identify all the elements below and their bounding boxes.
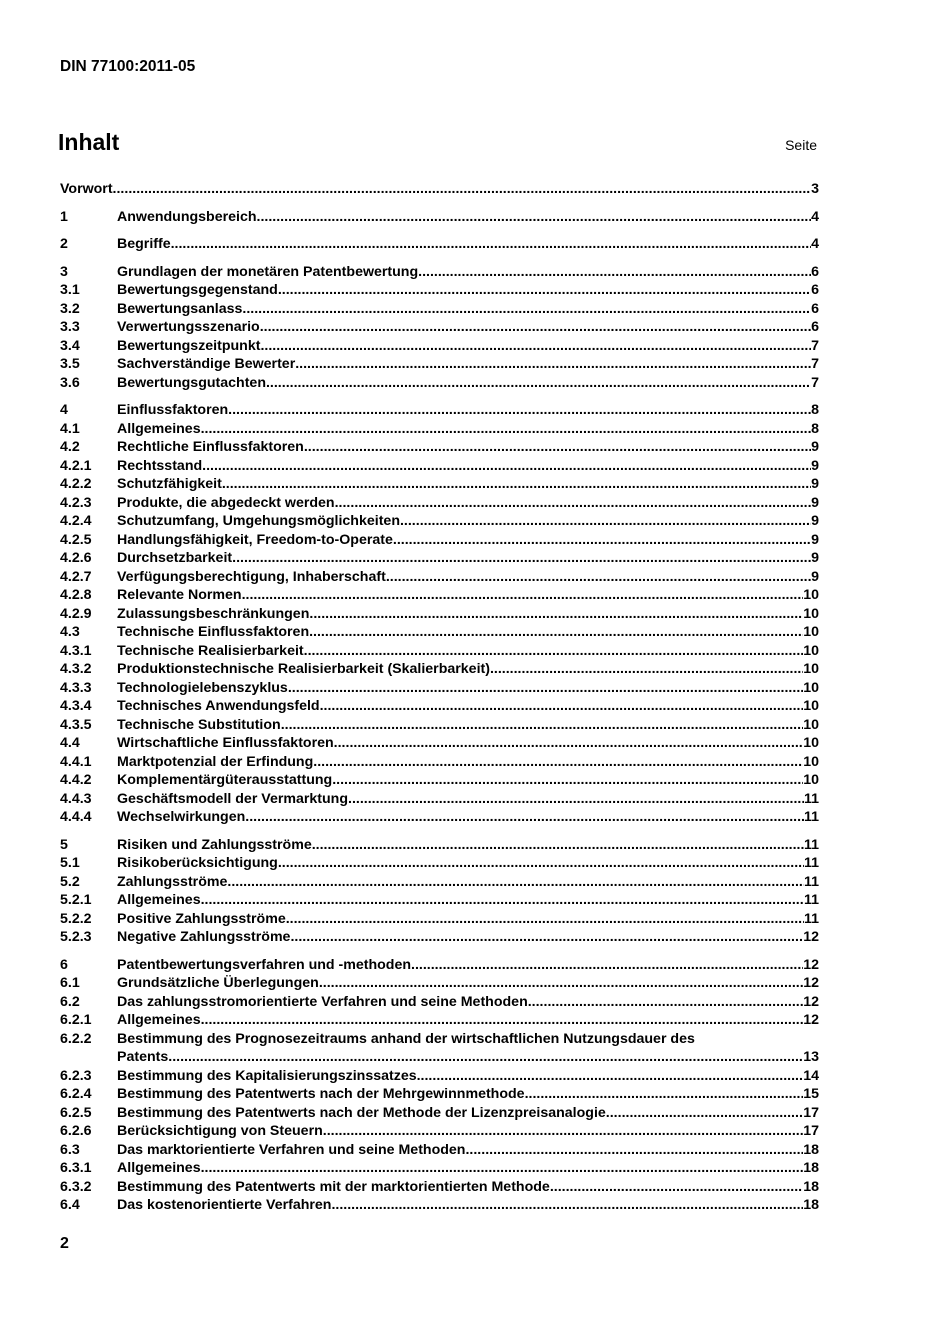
toc-entry-page: 10 (803, 735, 819, 751)
toc-entry-title: Technische Einflussfaktoren (117, 624, 310, 640)
toc-entry-page: 7 (811, 374, 819, 391)
toc-entry-number: 4.2.3 (60, 494, 92, 511)
toc-entry-number: 5.2.3 (60, 929, 92, 945)
toc-entry-page: 18 (803, 1160, 819, 1176)
toc-entry-title: Bestimmung des Patentwerts nach der Mehrgewinnmethode (117, 1086, 525, 1102)
toc-entry-number: 4.3.4 (60, 698, 92, 714)
toc-entry-number: 3.2 (60, 300, 80, 317)
toc-entry-page: 10 (803, 679, 819, 696)
table-of-contents (60, 180, 819, 1215)
toc-entry-page: 9 (811, 568, 819, 585)
toc-entry-title: Allgemeines (117, 1160, 201, 1176)
toc-entry[interactable] (60, 263, 819, 282)
toc-entry-page: 11 (804, 855, 819, 871)
toc-entry[interactable] (60, 642, 819, 661)
toc-entry[interactable] (60, 910, 819, 929)
toc-leader-dots (290, 928, 803, 947)
toc-leader-dots (418, 263, 811, 282)
toc-entry-title: Technologielebenszyklus (117, 679, 288, 696)
toc-entry-page: 9 (811, 531, 819, 548)
toc-leader-dots (260, 318, 811, 337)
toc-entry-title: Das zahlungsstromorientierte Verfahren und seine Methoden (117, 993, 528, 1010)
toc-entry-title: Rechtliche Einflussfaktoren (117, 439, 304, 455)
toc-leader-dots (242, 300, 811, 319)
toc-entry-page: 11 (804, 790, 819, 807)
toc-entry-page: 10 (803, 716, 819, 733)
toc-entry-title: Allgemeines (117, 1012, 201, 1028)
toc-entry-title: Wechselwirkungen (117, 809, 246, 825)
toc-entry-title: Allgemeines (117, 420, 201, 437)
toc-entry-number: 6.1 (60, 975, 80, 991)
toc-entry-page: 6 (811, 319, 819, 335)
toc-leader-dots (309, 623, 803, 642)
toc-entry-title: Schutzumfang, Umgehungsmöglichkeiten (117, 513, 400, 529)
toc-leader-dots (278, 281, 811, 300)
toc-leader-dots (490, 660, 803, 679)
toc-entry[interactable] (60, 208, 819, 227)
toc-entry-page: 6 (811, 300, 819, 317)
toc-entry-page: 18 (803, 1197, 819, 1213)
toc-entry[interactable] (60, 337, 819, 356)
toc-leader-dots (260, 337, 811, 356)
toc-entry-page: 10 (803, 587, 819, 603)
toc-entry-page: 10 (803, 661, 819, 677)
toc-leader-dots (332, 771, 803, 790)
toc-entry[interactable] (60, 753, 819, 772)
toc-entry[interactable] (60, 873, 819, 892)
toc-leader-dots (309, 605, 803, 624)
toc-leader-dots (278, 854, 804, 873)
toc-entry-number: 5.2.1 (60, 892, 92, 908)
toc-entry-number: 4.4 (60, 735, 80, 751)
toc-entry-number: 4.3.5 (60, 716, 92, 733)
toc-entry[interactable] (60, 623, 819, 642)
toc-leader-dots (304, 642, 804, 661)
toc-entry-title: Durchsetzbarkeit (117, 550, 233, 566)
toc-entry-page: 13 (803, 1049, 819, 1065)
toc-entry[interactable] (60, 1178, 819, 1197)
toc-leader-dots (319, 974, 803, 993)
toc-entry-number: 4.2.6 (60, 550, 92, 566)
toc-entry-title: Vorwort (60, 181, 113, 197)
toc-leader-dots (281, 716, 804, 735)
toc-entry-title: Patentbewertungsverfahren und -methoden (117, 956, 412, 973)
toc-leader-dots (525, 1085, 804, 1104)
toc-entry-title: Produkte, die abgedeckt werden (117, 494, 335, 511)
toc-leader-dots (242, 586, 804, 605)
toc-entry-title: Technische Realisierbarkeit (117, 642, 304, 659)
toc-entry-number: 6.4 (60, 1197, 80, 1213)
toc-entry[interactable] (60, 1011, 819, 1030)
toc-entry[interactable] (60, 1196, 819, 1215)
toc-entry[interactable] (60, 1067, 819, 1086)
toc-entry[interactable] (60, 1085, 819, 1104)
toc-entry-page: 7 (811, 337, 819, 354)
toc-entry-title: Zulassungsbeschränkungen (117, 605, 310, 622)
toc-leader-dots (201, 1159, 804, 1178)
toc-entry-title: Bestimmung des Prognosezeitraums anhand der wirtschaftlichen Nutzungsdauer des (117, 1030, 695, 1047)
toc-entry[interactable] (60, 549, 819, 568)
toc-entry-page: 9 (811, 513, 819, 529)
toc-entry-title: Bewertungsanlass (117, 300, 243, 317)
toc-entry[interactable] (60, 180, 819, 199)
toc-entry[interactable] (60, 420, 819, 439)
toc-entry-number: 4.2.2 (60, 476, 92, 492)
toc-entry-number: 3.6 (60, 374, 80, 391)
toc-entry[interactable] (60, 734, 819, 753)
toc-entry[interactable] (60, 1122, 819, 1141)
toc-leader-dots (202, 457, 811, 476)
toc-entry[interactable] (60, 1141, 819, 1160)
toc-entry-title: Risiken und Zahlungsströme (117, 836, 312, 853)
toc-entry-title: Technisches Anwendungsfeld (117, 698, 320, 714)
toc-entry-page: 9 (811, 494, 819, 511)
toc-entry-page: 4 (811, 236, 819, 252)
toc-entry-number: 6.2.3 (60, 1067, 92, 1084)
toc-entry-title: Das kostenorientierte Verfahren (117, 1197, 332, 1213)
toc-entry[interactable] (60, 679, 819, 698)
toc-entry-number: 4.2.7 (60, 568, 92, 585)
toc-entry-title: Komplementärgüterausstattung (117, 772, 333, 788)
toc-entry-title: Relevante Normen (117, 587, 242, 603)
toc-entry[interactable] (60, 401, 819, 420)
toc-entry-title: Allgemeines (117, 892, 201, 908)
toc-entry-number: 4.2 (60, 439, 80, 455)
toc-entry-number: 4.3.3 (60, 679, 92, 696)
toc-entry-page: 8 (811, 402, 819, 418)
toc-leader-dots (393, 531, 811, 550)
toc-leader-dots (227, 873, 804, 892)
toc-entry-number: 6.3.2 (60, 1178, 92, 1195)
toc-entry-title: Berücksichtigung von Steuern (117, 1123, 323, 1139)
toc-entry-number: 1 (60, 208, 68, 225)
toc-entry-number: 6.3.1 (60, 1160, 92, 1176)
toc-leader-dots (606, 1104, 803, 1123)
toc-entry-title: Technische Substitution (117, 716, 281, 733)
toc-entry-title: Begriffe (117, 236, 171, 252)
toc-entry-number: 5.2 (60, 873, 80, 890)
toc-entry-title: Das marktorientierte Verfahren und seine Methoden (117, 1141, 466, 1158)
toc-leader-dots (400, 512, 811, 531)
toc-entry-page: 6 (811, 282, 819, 298)
toc-entry[interactable] (60, 716, 819, 735)
toc-entry-page: 17 (803, 1104, 819, 1121)
toc-entry-title-continued: Patents (117, 1049, 169, 1065)
toc-entry[interactable] (60, 808, 819, 827)
toc-leader-dots (266, 374, 811, 393)
toc-entry-number: 4.2.8 (60, 587, 92, 603)
toc-entry[interactable] (60, 494, 819, 513)
toc-entry-page: 9 (811, 439, 819, 455)
toc-entry[interactable] (60, 531, 819, 550)
toc-entry-title: Verfügungsberechtigung, Inhaberschaft (117, 568, 386, 585)
toc-entry[interactable] (60, 1159, 819, 1178)
toc-entry-title: Geschäftsmodell der Vermarktung (117, 790, 349, 807)
toc-entry-title: Bestimmung des Patentwerts mit der marktorientierten Methode (117, 1178, 550, 1195)
toc-entry-page: 8 (811, 420, 819, 437)
toc-entry-page: 10 (803, 753, 819, 770)
toc-entry-page: 11 (804, 892, 819, 908)
toc-entry-number: 4.3.2 (60, 661, 92, 677)
toc-entry[interactable] (60, 891, 819, 910)
toc-entry-title: Bestimmung des Kapitalisierungszinssatzes (117, 1067, 417, 1084)
toc-leader-dots (417, 1067, 804, 1086)
toc-entry-page: 10 (803, 772, 819, 788)
document-id: DIN 77100:2011-05 (60, 58, 196, 75)
toc-leader-dots (295, 355, 811, 374)
toc-leader-dots (304, 438, 811, 457)
toc-entry-title: Anwendungsbereich (117, 208, 257, 225)
toc-entry[interactable] (60, 854, 819, 873)
toc-entry-number: 4.1 (60, 420, 80, 437)
toc-entry-page: 17 (803, 1123, 819, 1139)
toc-entry-title: Positive Zahlungsströme (117, 910, 286, 927)
toc-entry-page: 14 (803, 1067, 819, 1084)
toc-leader-dots (323, 1122, 803, 1141)
toc-entry-number: 3 (60, 263, 68, 280)
toc-leader-dots (320, 697, 804, 716)
toc-leader-dots (201, 1011, 804, 1030)
toc-entry-number: 4.2.4 (60, 513, 92, 529)
toc-entry-number: 6.3 (60, 1141, 80, 1158)
toc-entry-title: Grundlagen der monetären Patentbewertung (117, 263, 419, 280)
toc-entry[interactable] (60, 318, 819, 337)
toc-entry-title: Einflussfaktoren (117, 402, 229, 418)
toc-entry-title: Wirtschaftliche Einflussfaktoren (117, 735, 334, 751)
toc-entry-title: Negative Zahlungsströme (117, 929, 291, 945)
toc-entry-number: 4.4.2 (60, 772, 92, 788)
toc-entry[interactable] (60, 1030, 819, 1049)
toc-entry-number: 6.2.6 (60, 1123, 92, 1139)
toc-entry-number: 6 (60, 956, 68, 973)
toc-entry-page: 10 (803, 624, 819, 640)
toc-leader-dots (245, 808, 804, 827)
toc-leader-dots (113, 180, 812, 199)
toc-leader-dots (201, 420, 812, 439)
toc-entry-page: 12 (803, 975, 819, 991)
toc-entry[interactable] (60, 836, 819, 855)
toc-entry-title: Verwertungsszenario (117, 319, 260, 335)
toc-entry-number: 4.2.5 (60, 531, 92, 548)
toc-entry[interactable] (60, 928, 819, 947)
toc-entry-page: 10 (803, 605, 819, 622)
toc-entry-number: 6.2.4 (60, 1086, 92, 1102)
toc-entry-number: 6.2.5 (60, 1104, 92, 1121)
toc-entry-number: 3.3 (60, 319, 80, 335)
toc-leader-dots (288, 679, 803, 698)
toc-entry[interactable] (60, 235, 819, 254)
toc-entry[interactable] (60, 790, 819, 809)
toc-entry-number: 4.3.1 (60, 642, 92, 659)
toc-entry[interactable] (60, 974, 819, 993)
toc-entry-page: 12 (803, 993, 819, 1010)
toc-entry-title: Handlungsfähigkeit, Freedom-to-Operate (117, 531, 393, 548)
toc-leader-dots (168, 1048, 803, 1067)
toc-entry-number: 6.2 (60, 993, 80, 1010)
toc-entry-page: 12 (803, 1012, 819, 1028)
toc-entry-number: 6.2.2 (60, 1030, 92, 1047)
toc-entry-number: 5.2.2 (60, 910, 92, 927)
toc-entry-number: 5 (60, 836, 68, 853)
toc-entry-page: 4 (811, 208, 819, 225)
toc-leader-dots (171, 235, 812, 254)
toc-entry-number: 3.1 (60, 282, 80, 298)
toc-title: Inhalt (58, 129, 120, 155)
toc-entry-title: Produktionstechnische Realisierbarkeit (Skalierbarkeit) (117, 661, 490, 677)
toc-entry-title: Bewertungsgegenstand (117, 282, 278, 298)
toc-leader-dots (528, 993, 803, 1012)
toc-leader-dots (222, 475, 811, 494)
toc-entry-page: 18 (803, 1141, 819, 1158)
toc-entry[interactable] (60, 956, 819, 975)
toc-leader-dots (228, 401, 811, 420)
toc-entry[interactable] (60, 568, 819, 587)
toc-entry-page: 7 (811, 356, 819, 372)
toc-entry[interactable] (60, 660, 819, 679)
toc-entry-number: 3.5 (60, 356, 80, 372)
toc-entry-title: Marktpotenzial der Erfindung (117, 753, 314, 770)
toc-entry-title: Risikoberücksichtigung (117, 855, 278, 871)
toc-entry[interactable] (60, 771, 819, 790)
toc-entry-page: 11 (804, 873, 819, 890)
toc-entry-number: 2 (60, 236, 68, 252)
toc-entry[interactable] (60, 512, 819, 531)
toc-entry[interactable] (60, 586, 819, 605)
toc-leader-dots (312, 836, 804, 855)
page-column-label: Seite (785, 137, 817, 153)
toc-entry-page: 11 (804, 910, 819, 927)
toc-entry-number: 4.4.3 (60, 790, 92, 807)
toc-leader-dots (348, 790, 804, 809)
toc-entry-number: 5.1 (60, 855, 80, 871)
toc-entry-title: Bewertungszeitpunkt (117, 337, 261, 354)
toc-leader-dots (334, 734, 804, 753)
toc-entry-title: Bewertungsgutachten (117, 374, 266, 391)
toc-entry-page: 10 (803, 642, 819, 659)
toc-entry[interactable] (60, 281, 819, 300)
toc-entry-number: 3.4 (60, 337, 80, 354)
toc-entry-page: 6 (811, 263, 819, 280)
toc-entry-title: Schutzfähigkeit (117, 476, 222, 492)
toc-entry-title: Grundsätzliche Überlegungen (117, 975, 319, 991)
toc-leader-dots (257, 208, 812, 227)
toc-entry-number: 4.3 (60, 624, 80, 640)
toc-entry[interactable] (60, 1104, 819, 1123)
toc-entry[interactable] (60, 457, 819, 476)
toc-entry-page: 11 (804, 809, 819, 825)
toc-entry-number: 4 (60, 402, 68, 418)
toc-leader-dots (313, 753, 803, 772)
toc-entry-page: 9 (811, 550, 819, 566)
toc-entry[interactable] (60, 374, 819, 393)
toc-entry-title: Bestimmung des Patentwerts nach der Methode der Lizenzpreisanalogie (117, 1104, 606, 1121)
toc-leader-dots (232, 549, 811, 568)
page-number: 2 (60, 1235, 69, 1252)
toc-entry-page: 10 (803, 698, 819, 714)
toc-entry[interactable] (60, 438, 819, 457)
toc-leader-dots (286, 910, 804, 929)
toc-entry-page: 11 (804, 836, 819, 853)
toc-entry-title: Rechtsstand (117, 457, 203, 474)
toc-entry-number: 4.2.1 (60, 457, 92, 474)
toc-leader-dots (335, 494, 812, 513)
toc-entry-number: 4.4.4 (60, 809, 92, 825)
toc-entry-page: 3 (811, 181, 819, 197)
toc-entry-page: 12 (803, 929, 819, 945)
toc-entry[interactable] (60, 993, 819, 1012)
toc-entry-number: 6.2.1 (60, 1012, 92, 1028)
toc-entry-page: 9 (811, 476, 819, 492)
toc-entry[interactable] (60, 300, 819, 319)
toc-leader-dots (465, 1141, 803, 1160)
toc-entry-number: 4.2.9 (60, 605, 92, 622)
toc-entry[interactable] (60, 697, 819, 716)
toc-entry-page: 9 (811, 457, 819, 474)
toc-entry[interactable] (60, 475, 819, 494)
toc-entry-page: 15 (803, 1086, 819, 1102)
toc-leader-dots (331, 1196, 803, 1215)
toc-leader-dots (386, 568, 811, 587)
toc-entry[interactable] (60, 355, 819, 374)
toc-leader-dots (201, 891, 804, 910)
toc-leader-dots (550, 1178, 803, 1197)
toc-entry-continuation[interactable] (60, 1048, 819, 1067)
toc-entry-title: Zahlungsströme (117, 873, 228, 890)
toc-entry-title: Sachverständige Bewerter (117, 356, 296, 372)
toc-entry[interactable] (60, 605, 819, 624)
toc-entry-number: 4.4.1 (60, 753, 92, 770)
toc-entry-page: 18 (803, 1178, 819, 1195)
toc-entry-page: 12 (803, 956, 819, 973)
toc-leader-dots (411, 956, 803, 975)
